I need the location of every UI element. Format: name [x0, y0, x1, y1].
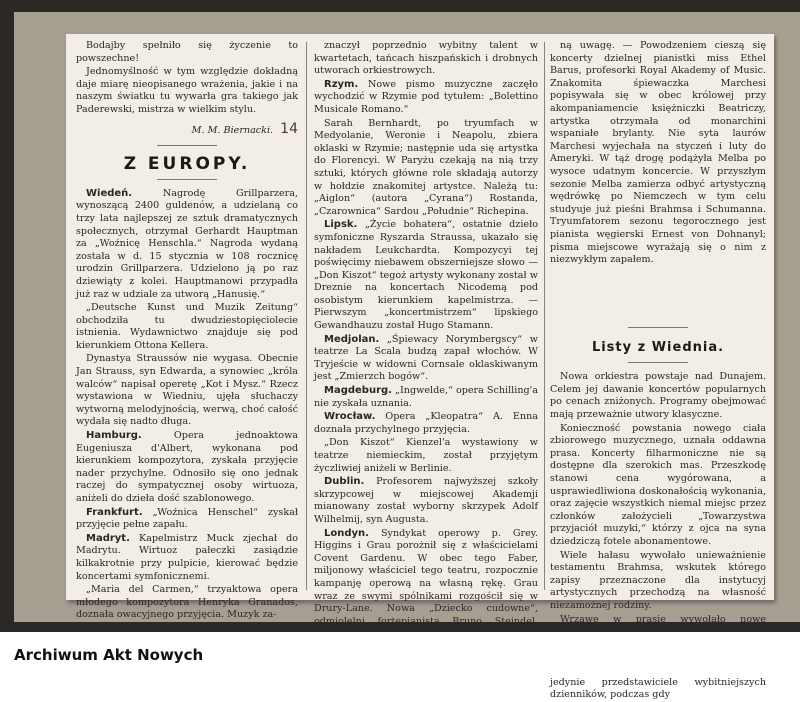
news-text: ną uwagę. — Powodzeniem cieszą się koncerty dzielnej pianistki miss Ethel Barus, profesorki Royal Akademy of Music. Znakomita śpiewaczka Marchesi popisywała się w obec królowej przy akompaniamencie księżniczki Beatriczy, artystka otrzymała od monarchini wspaniałe brylanty. Nie syta laurów Marchesi wyjechała na styczeń i luty do Ameryki. W tąż drogę podążyła Melba po wysoce udatnym koncercie. W przyszłym sezonie Melba zamierza odbyć artystyczną wędrówkę po Niemczech w tym celu studyuje już pieśni Brahmsa i Schumanna. Tryumfatorem sezonu tegorocznego jest pianista węgierski Ernest von Dohnanyl; pisma miejscowe wyrażają się o nim z niezwykłym zapałem.: [550, 40, 766, 266]
news-text: „Śpiewacy Norymbergscy“ w teatrze La Scala budzą zapał włochów. W Tryjeście w widowni Cornsale oklaskiwanym jest „Zmierzch bogów“.: [314, 333, 538, 383]
section-heading: Z EUROPY.: [123, 154, 251, 175]
news-text: „Woźnica Henschel“ zyskał przyjęcie pełne zapału.: [76, 506, 298, 531]
news-item: [314, 118, 538, 219]
city-name: Lipsk.: [324, 219, 358, 231]
news-text: „Don Kiszot“ Kienzel'a wystawiony w teatrze niemieckim, został przyjętym życzliwiej aniżeli w Berlinie.: [314, 437, 538, 474]
news-text: Dynastya Straussów nie wygasa. Obecnie Jan Strauss, syn Edwarda, a synowiec „króla walców“ napisał operetę „Kot i Mysz.“ Rzecz wystawiona w Wiedniu, ujęła słuchaczy wytworną melodyjnością, werwą, choć całość wydała się nadto długa.: [76, 353, 298, 428]
news-text: Opera „Kleopatra“ A. Enna doznała przychylnego przyjęcia.: [314, 411, 538, 435]
news-text: „Maria del Carmen,“ trzyaktowa opera młodego kompozytora Henryka Granados, doznała owacyjnego przyjęcia. Muzyk za-: [76, 584, 298, 621]
news-text: Sarah Bernhardt, po tryumfach w Medyolanie, Weronie i Neapolu, zbiera oklaski w Rzymie; następnie uda się artystka do Florencyi. W Paryżu czekają na nią trzy sztuki, których główne role składają autorzy w hołdzie znakomitej artystce. Należą tu: „Aiglon“ (autora „Cyrana“) Rostanda, „Czarownica“ Sardou „Południe“ Richepina.: [314, 117, 538, 217]
city-name: Rzym.: [324, 78, 359, 90]
column-2: [314, 40, 538, 627]
news-text: „Deutsche Kunst und Muzik Zeitung“ obchodziła tu dwudziestopięciolecie istnienia. Wydawnictwo znajduje się pod kierunkiem Ottona Kellera.: [76, 302, 298, 351]
city-name: Madryt.: [86, 532, 130, 544]
news-item: [550, 40, 766, 267]
news-item: [314, 334, 538, 384]
news-text: Opera jednoaktowa Eugeniusza d'Albert, wykonana pod kierunkiem kompozytora, zyskała przyjęcie nader przychylne. Odnosiło się ono jednak raczej do sympatycznej osoby wirtuoza, aniżeli do dzieła dość szablonowego.: [76, 430, 298, 504]
news-item: [314, 476, 538, 526]
news-item: [314, 219, 538, 332]
signature-line: [76, 120, 298, 138]
section-heading: Listy z Wiednia.: [591, 339, 725, 355]
news-item: [76, 430, 298, 506]
paragraph: Jednomyślność w tym względzie dokładną daje miarę nieopisanego wrażenia, jakie i na naszym światku tu wywarła gra takiego jak Paderewski, mistrza w wielkim stylu.: [76, 66, 298, 115]
news-item: [76, 302, 298, 352]
news-item: [314, 385, 538, 410]
news-text: „Życie bohatera“, ostatnie dzieło symfoniczne Ryszarda Straussa, ukazało się nakładem Leukchardta. Kompozycyi tej poświęcimy niebawem obszerniejsze słowo — „Don Kiszot“ tegoż artysty wykonany został w Dreznie na koncertach Nicodemą pod osobistym kierunkiem kapelmistrza. — Pierwszym „koncertmistrzem“ lipskiego Gewandhauzu został Hugo Stamann.: [314, 219, 538, 332]
news-item: [314, 528, 538, 641]
news-text: Profesorem najwyższej szkoły skrzypcowej w miejscowej Akademji mianowany został wyborny skrzypek Adolf Wilhelmij, syn Augusta.: [314, 476, 538, 525]
handwritten-number: 14: [280, 120, 298, 137]
author-signature: M. M. Biernacki.: [191, 124, 274, 136]
city-name: Frankfurt.: [86, 506, 143, 518]
city-name: Medjolan.: [324, 333, 380, 345]
news-item: [76, 584, 298, 622]
divider: [628, 362, 688, 363]
news-item: [76, 533, 298, 583]
news-text: Syndykat operowy p. Grey. Higgins i Grau porożnił się z właścicielami Covent Gardenu. W obec tego Faber, miljonowy właściciel tego teatru, rozpocznie kampanję operową na własną rękę. Grau wraz ze swymi spólnikami rozgościł się w Drury-Lane. Nowa „Dziecko cudowne“, odmiolelni fortepianista Bruno Steindel,: [314, 527, 538, 627]
archive-name: Archiwum Akt Nowych: [14, 646, 204, 664]
news-text: Kapelmistrz Muck zjechał do Madrytu. Wirtuoz pałeczki zasiądzie kilkakrotnie przy pulpicie, kierować będzie koncertami symfonicznemi.: [76, 532, 298, 582]
news-item: [76, 188, 298, 301]
paragraph: Nowa orkiestra powstaje nad Dunajem. Celem jej dawanie koncertów popularnych po cenach zniżonych. Programy obejmować mają przeważnie utwory klasyczne.: [550, 371, 766, 421]
news-item: [314, 79, 538, 117]
column-3: [550, 40, 766, 701]
city-name: Hamburg.: [86, 430, 142, 442]
city-name: Dublin.: [324, 476, 365, 488]
column-rule: [306, 42, 307, 590]
city-name: Magdeburg.: [324, 385, 392, 397]
divider: [628, 327, 688, 328]
paragraph: Konieczność powstania nowego ciała zbiorowego muzycznego, uznała oddawna prasa. Koncerty filharmoniczne nie są dostępne dla szerokich mas. Przeszkodę stanowi cena wygórowana, a usprawiedliwiona doskonałością wykonania, oraz zajęcie wszystkich niemal miejsc przez członków założycieli „Towarzystwa przyjaciół muzyki,“ którzy z ojca na syna dziedziczą fotele abonamentowe.: [550, 422, 766, 547]
archive-footer: [0, 632, 800, 677]
news-item: [76, 507, 298, 532]
news-text: Nowe pismo muzyczne zaczęło wychodzić w Rzymie pod tytułem: „Bolettino Musicale Romano.“: [314, 78, 538, 115]
city-name: Londyn.: [324, 527, 369, 539]
divider: [157, 145, 217, 146]
city-name: Wrocław.: [324, 411, 376, 423]
column-1: [76, 40, 298, 621]
news-text: Nagrodę Grillparzera, wynoszącą 2400 guldenów, a udzielaną co trzy lata najlepszej ze sztuk dramatycznych społecznych, otrzymał Gerhardt Hauptman za „Woźnicę Henschla.“ Nagroda wydaną została w d. 15 stycznia w 108 rocznicę urodzin Grillparzera. Udzielono ją po raz dziewiąty z kolei. Hauptmanowi przypadła już raz w udziale za utworą „Hanusię.“: [76, 187, 298, 300]
news-text: „Ingwelde,“ opera Schilling'a nie zyskała uznania.: [314, 385, 538, 409]
news-item: [314, 40, 538, 78]
news-item: [76, 353, 298, 429]
paragraph: Wrzawę w prasie wywołało nowe jedynie przedstawiciele wybitniejszych dzienników, podczas gdy: [550, 613, 766, 701]
paragraph: Wiele hałasu wywołało unieważnienie testamentu Brahmsa, wskutek którego zapisy przeznaczone dla instytucyj artystycznych przechodzą na własność niezamożnej rodziny.: [550, 549, 766, 611]
city-name: Wiedeń.: [86, 187, 133, 199]
news-item: [314, 437, 538, 475]
paragraph: Bodajby spełniło się życzenie to powszechne!: [76, 40, 298, 64]
divider: [157, 179, 217, 180]
news-text: znaczył poprzednio wybitny talent w kwartetach, tańcach hiszpańskich i drobnych utworach orkiestrowych.: [314, 40, 538, 77]
column-rule: [544, 42, 545, 590]
news-item: [314, 411, 538, 436]
